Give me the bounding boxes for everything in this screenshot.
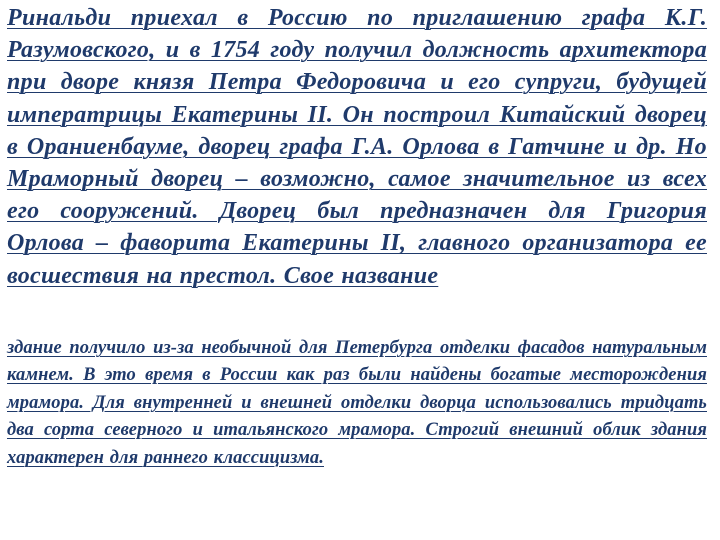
paragraph-main: Ринальди приехал в Россию по приглашению графа К.Г. Разумовского, и в 1754 году получил должность архитектора при дворе князя Петра Федоровича и его супруги, будущей императрицы Екатерины II. Он построил Китайский дворец в Ораниенбауме, дворец графа Г.А. Орлова в Гатчине и др. Но Мраморный дворец – возможно, самое значительное из всех его сооружений. Дворец был предназначен для Григория Орлова – фаворита Екатерины II, главного организатора ее восшествия на престол. Свое название bbox=[7, 5, 707, 289]
paragraph-continuation: здание получило из-за необычной для Петербурга отделки фасадов натуральным камнем. В это время в России как раз были найдены богатые месторождения мрамора. Для внутренней и внешней отделки дворца использовались тридцать два сорта северного и итальянского мрамора. Строгий внешний облик здания характерен для раннего классицизма. bbox=[7, 338, 707, 468]
